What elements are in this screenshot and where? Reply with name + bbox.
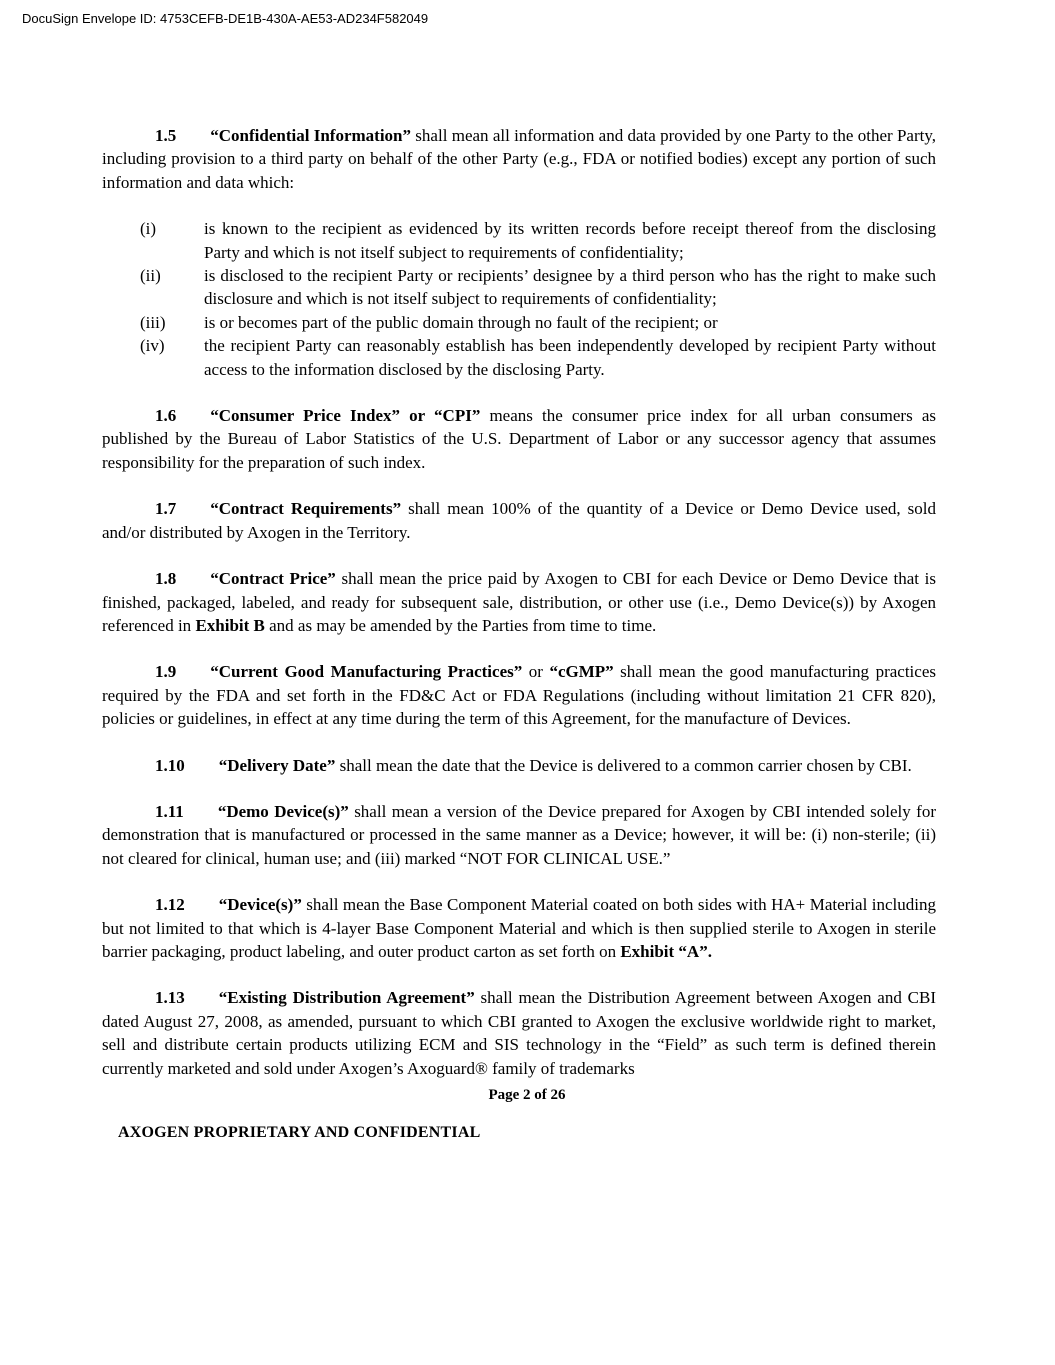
text-run: the recipient Party can reasonably establish has been independently developed by recipient Party without access to the information disclosed by the disclosing Party.	[204, 336, 936, 379]
list-marker: (iv)	[140, 336, 165, 356]
text-run: shall mean the price paid by Axogen to CBI for each Device or Demo Device that is finished, packaged, labeled, and ready for subsequent sale, distribution, or other use (i.e., Demo Device(s)) by Axogen referenced in	[102, 569, 936, 635]
text-run: is known to the recipient as evidenced by its written records before receipt thereof from the disclosing Party and which is not itself subject to requirements of confidentiality;	[204, 219, 936, 262]
section-number: 1.8	[155, 569, 177, 589]
section-1-13	[102, 986, 936, 1080]
bold-text-run: “Demo Device(s)”	[217, 801, 349, 821]
list-marker: (ii)	[140, 266, 161, 286]
document-body	[102, 0, 936, 1145]
section-number: 1.6	[155, 406, 177, 426]
section-number: 1.9	[155, 662, 177, 682]
section-number: 1.11	[155, 801, 184, 821]
text-run: shall mean the Base Component Material coated on both sides with HA+ Material including but not limited to that which is 4-layer Base Component Material and which is then supplied sterile to Axogen in sterile barrier packaging, product labeling, and outer product carton as set forth on	[102, 895, 936, 961]
bold-text-run: “Current Good Manufacturing Practices”	[210, 662, 523, 682]
section-1-8	[102, 567, 936, 637]
section-1-6	[102, 404, 936, 474]
text-run: is disclosed to the recipient Party or recipients’ designee by a third person who has the right to make such disclosure and which is not itself subject to requirements of confidentiality;	[204, 266, 936, 309]
bold-text-run: “Contract Price”	[210, 569, 336, 589]
text-run: shall mean the good manufacturing practices required by the FDA and set forth in the FD&C Act or FDA Regulations (including without limitation 21 CFR 820), policies or guidelines, in effect at any time during the term of this Agreement, for the manufacture of Devices.	[102, 662, 936, 729]
list-marker: (iii)	[140, 312, 166, 332]
definition-exceptions-list	[102, 217, 936, 381]
bold-text-run: “Contract Requirements”	[210, 499, 402, 519]
list-item-iii	[102, 311, 936, 334]
text-run: means the consumer price index for all urban consumers as published by the Bureau of Labor Statistics of the U.S. Department of Labor or any successor agency that assumes responsibility for the preparation of such index.	[102, 406, 936, 472]
list-item-text	[204, 334, 936, 381]
docusign-envelope-id: DocuSign Envelope ID: 4753CEFB-DE1B-430A-AE53-AD234F582049	[22, 11, 429, 26]
list-item-ii	[102, 264, 936, 311]
list-item-text	[204, 311, 936, 334]
text-run: shall mean all information and data provided by one Party to the other Party, including provision to a third party on behalf of the other Party (e.g., FDA or notified bodies) except any portion of such information and data which:	[102, 126, 937, 192]
text-run: shall mean a version of the Device prepared for Axogen by CBI intended solely for demonstration that is manufactured or processed in the same manner as a Device; however, it will be: (i) non-sterile; (ii) not cleared for clinical, human use; and (iii) marked “NOT FOR CLINICAL USE.”	[102, 801, 936, 868]
text-run: or	[522, 662, 550, 682]
confidentiality-footer: AXOGEN PROPRIETARY AND CONFIDENTIAL	[118, 1124, 481, 1142]
text-run: shall mean the date that the Device is delivered to a common carrier chosen by CBI.	[335, 755, 912, 775]
list-item-text	[204, 264, 936, 311]
list-item-text	[204, 217, 936, 264]
bold-text-run: “Delivery Date”	[218, 755, 336, 775]
bold-text-run: “Consumer Price Index” or “CPI”	[210, 406, 481, 426]
page-number: Page 2 of 26	[488, 1087, 566, 1103]
section-number: 1.7	[155, 499, 177, 519]
bold-text-run: “Device(s)”	[218, 895, 302, 915]
section-number: 1.13	[155, 988, 185, 1008]
bold-text-run: “Existing Distribution Agreement”	[218, 988, 475, 1008]
bold-text-run: “cGMP”	[549, 662, 614, 682]
bold-text-run: “Confidential Information”	[210, 126, 412, 145]
bold-text-run: Exhibit “A”.	[620, 941, 712, 961]
list-marker: (i)	[140, 219, 157, 239]
text-run: is or becomes part of the public domain through no fault of the recipient; or	[204, 312, 718, 332]
text-run: shall mean the Distribution Agreement between Axogen and CBI dated August 27, 2008, as amended, pursuant to which CBI granted to Axogen the exclusive worldwide right to market, sell and distribute certain products utilizing ECM and SIS technology in the “Field” as such term is defined therein currently marketed and sold under Axogen’s Axoguard® family of trademarks	[102, 988, 936, 1078]
section-1-9	[102, 660, 936, 730]
section-1-7	[102, 497, 936, 544]
section-1-11	[102, 800, 936, 870]
section-number: 1.10	[155, 755, 185, 775]
text-run: shall mean 100% of the quantity of a Device or Demo Device used, sold and/or distributed by Axogen in the Territory.	[102, 499, 936, 542]
section-number: 1.12	[155, 895, 185, 915]
section-1-5	[102, 124, 936, 194]
bold-text-run: Exhibit B	[195, 615, 265, 635]
list-item-i	[102, 217, 936, 264]
text-run: and as may be amended by the Parties from time to time.	[264, 615, 657, 635]
section-number: 1.5	[155, 126, 177, 145]
section-1-10	[102, 754, 936, 777]
list-item-iv	[102, 334, 936, 381]
section-1-12	[102, 893, 936, 963]
